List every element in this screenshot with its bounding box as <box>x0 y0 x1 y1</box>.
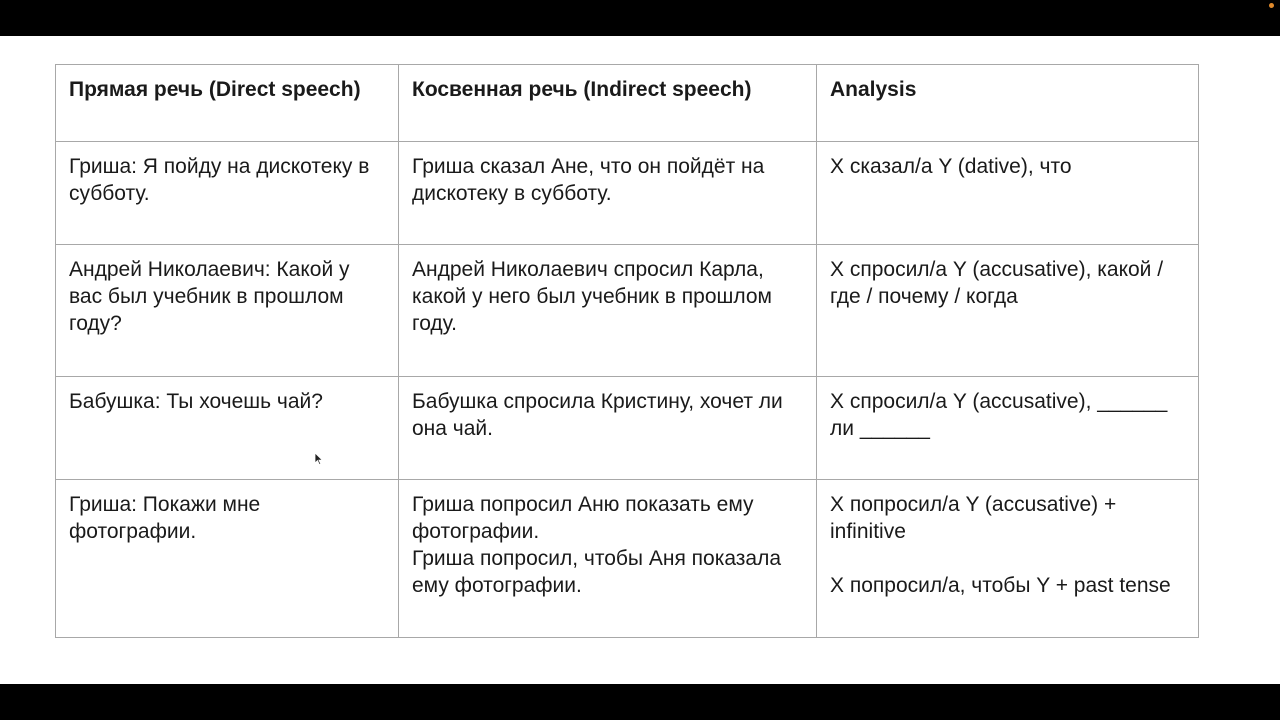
cell-indirect: Гриша попросил Аню показать ему фотографии. Гриша попросил, чтобы Аня показала ему фотографии. <box>399 480 817 638</box>
cell-analysis: X спросил/а Y (accusative), ______ ли ______ <box>817 377 1199 480</box>
cell-direct: Гриша: Я пойду на дискотеку в субботу. <box>56 142 399 245</box>
cell-analysis: X попросил/а Y (accusative) + infinitive X попросил/а, чтобы Y + past tense <box>817 480 1199 638</box>
header-direct-speech: Прямая речь (Direct speech) <box>56 65 399 142</box>
speech-table <box>55 64 1199 638</box>
slide <box>0 36 1280 684</box>
table-header-row <box>56 65 1199 142</box>
cell-indirect: Бабушка спросила Кристину, хочет ли она чай. <box>399 377 817 480</box>
cell-direct: Бабушка: Ты хочешь чай? <box>56 377 399 480</box>
cell-analysis: X сказал/а Y (dative), что <box>817 142 1199 245</box>
table-row <box>56 480 1199 638</box>
mouse-pointer-icon <box>314 452 324 466</box>
cell-direct: Андрей Николаевич: Какой у вас был учебник в прошлом году? <box>56 245 399 377</box>
header-analysis: Analysis <box>817 65 1199 142</box>
table-row <box>56 245 1199 377</box>
header-indirect-speech: Косвенная речь (Indirect speech) <box>399 65 817 142</box>
status-dot-icon <box>1269 3 1274 8</box>
cell-indirect: Гриша сказал Ане, что он пойдёт на дискотеку в субботу. <box>399 142 817 245</box>
cell-indirect: Андрей Николаевич спросил Карла, какой у него был учебник в прошлом году. <box>399 245 817 377</box>
table-row <box>56 142 1199 245</box>
cell-analysis: X спросил/а Y (accusative), какой / где / почему / когда <box>817 245 1199 377</box>
cell-direct: Гриша: Покажи мне фотографии. <box>56 480 399 638</box>
table-row <box>56 377 1199 480</box>
